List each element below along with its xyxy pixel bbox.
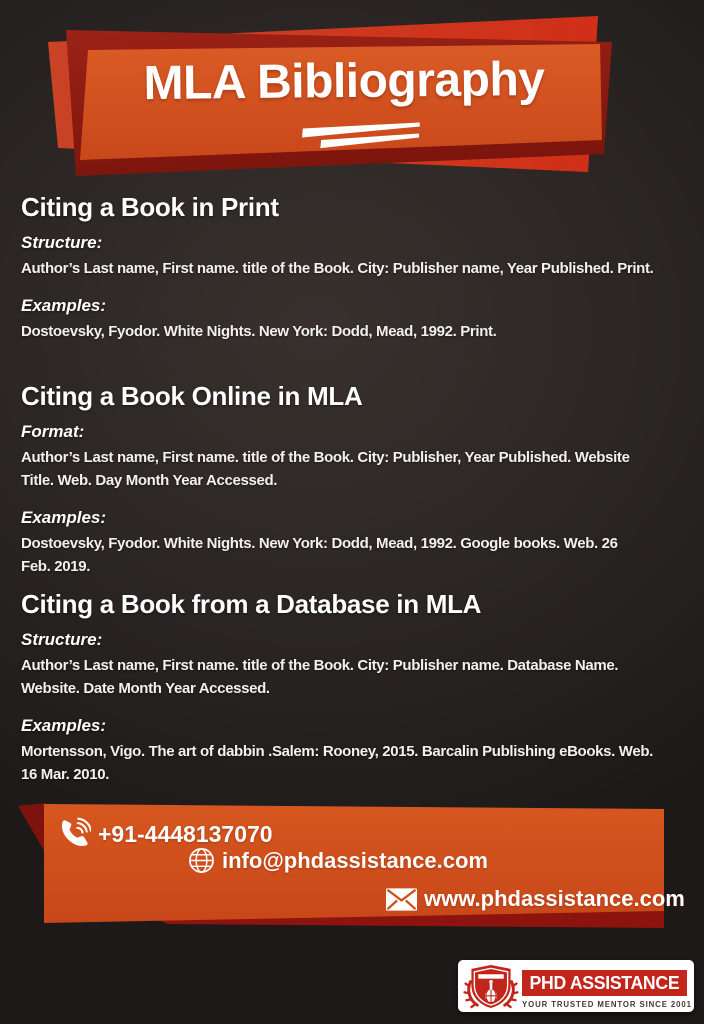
example-text: Mortensson, Vigo. The art of dabbin .Salem: Rooney, 2015. Barcalin Publishing eBooks. Web. — [21, 743, 653, 760]
structure-text: Website. Date Month Year Accessed. — [21, 680, 270, 697]
format-label: Format: — [21, 422, 85, 441]
example-text: Dostoevsky, Fyodor. White Nights. New York: Dodd, Mead, 1992. Print. — [21, 323, 497, 340]
structure-label: Structure: — [21, 630, 103, 649]
section-book-database — [21, 590, 691, 786]
contact-email — [188, 847, 488, 874]
section-heading: Citing a Book in Print — [21, 192, 279, 222]
shield-crest-icon — [461, 963, 521, 1010]
example-text: Feb. 2019. — [21, 558, 91, 575]
examples-block — [21, 715, 691, 786]
structure-text: Author’s Last name, First name. title of the Book. City: Publisher name. Database Name. — [21, 657, 619, 674]
example-text: Dostoevsky, Fyodor. White Nights. New York: Dodd, Mead, 1992. Google books. Web. 26 — [21, 535, 618, 552]
examples-label: Examples: — [21, 296, 107, 315]
contact-website — [386, 886, 685, 912]
brand-name: PHD ASSISTANCE — [529, 972, 680, 993]
envelope-icon — [386, 888, 417, 911]
email-address: info@phdassistance.com — [222, 847, 488, 873]
structure-text: Title. Web. Day Month Year Accessed. — [21, 472, 278, 489]
website-url: www.phdassistance.com — [424, 886, 685, 911]
structure-block — [21, 629, 691, 700]
phone-number: +91-4448137070 — [98, 820, 273, 847]
brand-name-box — [522, 970, 687, 996]
example-text: 16 Mar. 2010. — [21, 766, 110, 783]
phone-icon — [57, 817, 91, 851]
brand-logo — [458, 960, 694, 1012]
contact-banner — [0, 790, 704, 950]
structure-text: Author’s Last name, First name. title of the Book. City: Publisher name, Year Published. Print. — [21, 260, 654, 277]
structure-block — [21, 421, 691, 492]
poster-title: MLA Bibliography — [143, 52, 545, 111]
examples-label: Examples: — [21, 716, 107, 735]
section-heading: Citing a Book Online in MLA — [21, 381, 363, 411]
contact-phone — [57, 817, 273, 851]
brand-tagline: YOUR TRUSTED MENTOR SINCE 2001 — [522, 1000, 692, 1009]
examples-label: Examples: — [21, 508, 107, 527]
globe-icon — [188, 847, 215, 874]
structure-label: Structure: — [21, 233, 103, 252]
examples-block — [21, 295, 691, 343]
examples-block — [21, 507, 691, 578]
structure-block — [21, 232, 691, 280]
title-underline-swoosh — [298, 120, 425, 149]
structure-text: Author’s Last name, First name. title of the Book. City: Publisher, Year Published. Website — [21, 449, 630, 466]
section-book-online — [21, 382, 691, 578]
section-book-in-print — [21, 193, 691, 343]
section-heading: Citing a Book from a Database in MLA — [21, 589, 482, 619]
